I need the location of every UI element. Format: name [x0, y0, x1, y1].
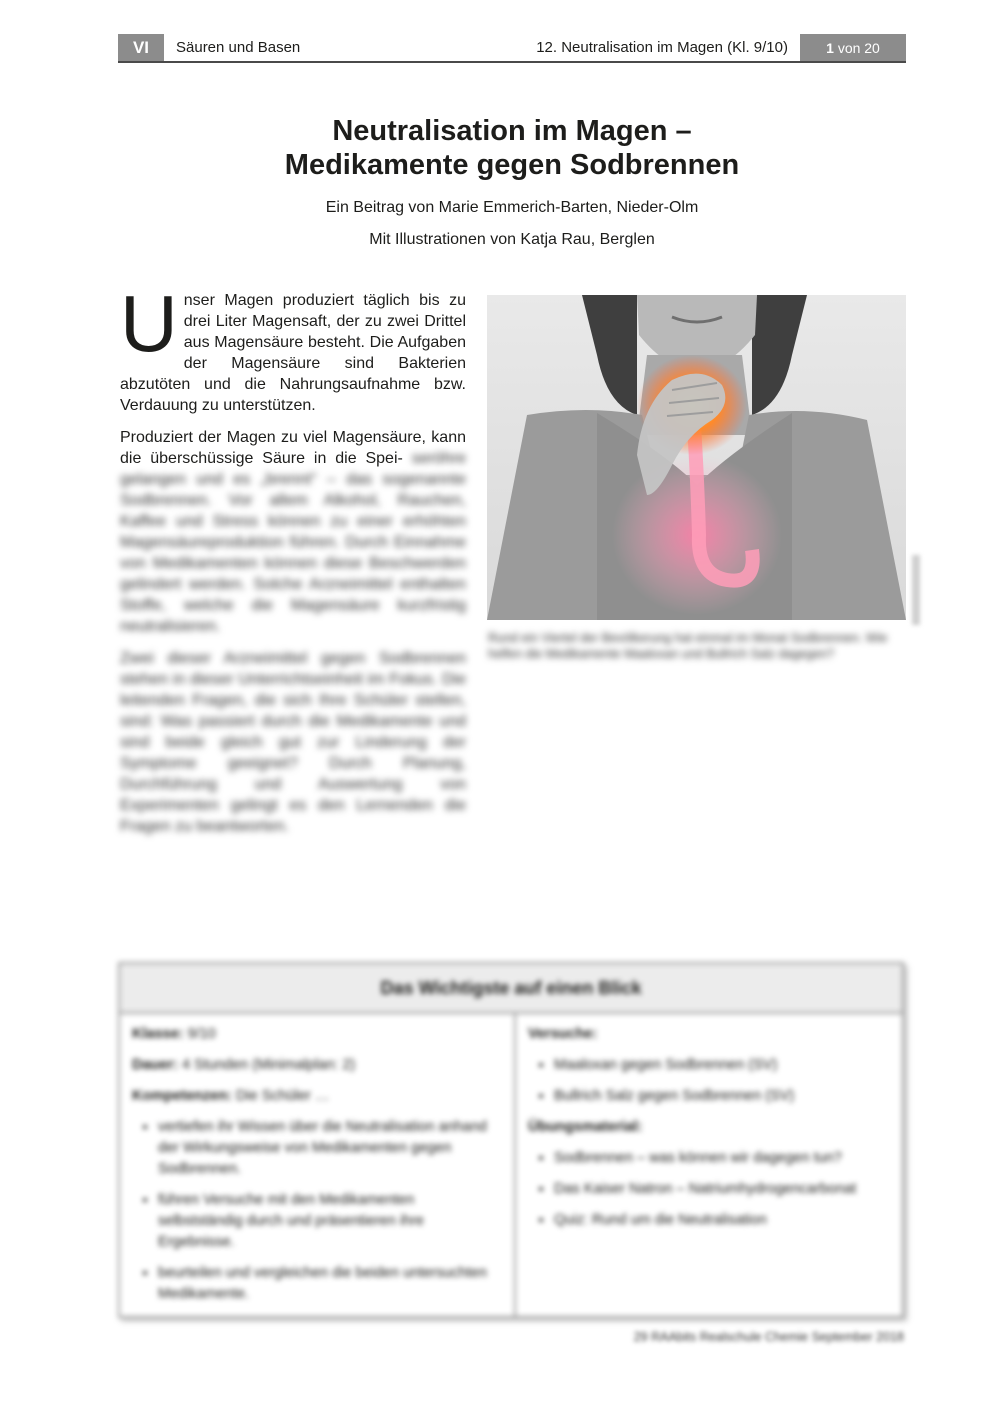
- kompetenzen-row: [132, 1086, 500, 1107]
- uebung-list: [528, 1148, 888, 1231]
- title-line-1: Neutralisation im Magen –: [332, 115, 692, 147]
- header-rule: [118, 61, 906, 63]
- unit-label: 12. Neutralisation im Magen (Kl. 9/10): [536, 39, 788, 56]
- photo-credit: [912, 555, 920, 625]
- intro-paragraph-1: [120, 279, 466, 416]
- summary-columns: [120, 1014, 902, 1316]
- dauer-row: [132, 1055, 500, 1076]
- intro-paragraph-2-blurred: seröhre gelangen und es „brennt“ – das sogenannte Sodbrennen. Vor allem Alkohol, Rauchen, Kaffee und Stress können zu einer erhöhten Magensäureproduktion führen. Durch Einnahme von Medikamenten können diese Beschwerden gelindert werden. Solche Arzneimittel enthalten Stoffe, welche die Magensäure kurzfristig neutralisieren.: [120, 450, 466, 635]
- intro-paragraph-2: [120, 427, 466, 637]
- kompetenzen-label: Kompetenzen:: [132, 1088, 232, 1104]
- page-indicator: [800, 34, 906, 62]
- summary-left-column: [132, 1024, 500, 1315]
- page-header: [118, 34, 906, 62]
- page-total: von 20: [837, 40, 880, 56]
- summary-box: [118, 962, 904, 1318]
- list-item: • Das Kaiser Natron – Natriumhydrogencarbonat: [554, 1179, 888, 1200]
- intro-paragraph-1-text: nser Magen produziert täglich bis zu drei Liter Magensaft, der zu zwei Drittel aus Magensäure besteht. Die Aufgaben der Magensäure sind Bakterien abzutöten und die Nahrungsaufnahme bzw. Verdauung zu unterstützen.: [120, 292, 466, 414]
- versuche-list: [528, 1055, 888, 1107]
- heartburn-photo: [487, 295, 906, 620]
- kompetenzen-value: Die Schüler …: [235, 1088, 330, 1104]
- photo-caption: Rund ein Viertel der Bevölkerung hat einmal im Monat Sodbrennen. Wie helfen die Medikamente Maaloxan und Bullrich Salz dagegen?: [488, 631, 888, 661]
- intro-text: [120, 279, 466, 848]
- summary-right-column: [528, 1024, 888, 1241]
- klasse-value: 9/10: [187, 1026, 216, 1042]
- list-item: • Sodbrennen – was können wir dagegen tun?: [554, 1148, 888, 1169]
- dauer-label: Dauer:: [132, 1057, 178, 1073]
- heartburn-illustration: [487, 295, 906, 620]
- klasse-label: Klasse:: [132, 1026, 184, 1042]
- klasse-row: [132, 1024, 500, 1045]
- list-item: • beurteilen und vergleichen die beiden untersuchten Medikamente.: [158, 1263, 500, 1305]
- intro-paragraph-2-visible: Produziert der Magen zu viel Magensäure, kann die überschüssige Säure in die Spei-: [120, 429, 466, 467]
- drop-cap: U: [120, 279, 178, 368]
- list-item: • Maaloxan gegen Sodbrennen (SV): [554, 1055, 888, 1076]
- kompetenzen-list: [132, 1117, 500, 1305]
- list-item: • führen Versuche mit den Medikamenten selbstständig durch und präsentieren ihre Ergebnisse.: [158, 1190, 500, 1253]
- chapter-badge: VI: [118, 34, 164, 62]
- uebung-label: Übungsmaterial:: [528, 1119, 643, 1135]
- page-footer: 29 RAAbits Realschule Chemie September 2018: [633, 1330, 904, 1344]
- author-line: Ein Beitrag von Marie Emmerich-Barten, Nieder-Olm: [325, 199, 699, 216]
- list-item: • vertiefen ihr Wissen über die Neutralisation anhand der Wirkungsweise von Medikamenten gegen Sodbrennen.: [158, 1117, 500, 1180]
- intro-paragraph-3: Zwei dieser Arzneimittel gegen Sodbrennen stehen in dieser Unterrichtseinheit im Fokus. Die leitenden Fragen, die sich Ihre Schüler stellen, sind: Was passiert durch die Medikamente und sind beide gleich gut zur Linderung der Symptome geeignet? Durch Planung, Durchführung und Auswertung von Experimenten gelingt es den Lernenden die Fragen zu beantworten.: [120, 650, 466, 835]
- title-line-2: Medikamente gegen Sodbrennen: [284, 149, 740, 181]
- versuche-label: Versuche:: [528, 1026, 598, 1042]
- list-item: • Quiz: Rund um die Neutralisation: [554, 1210, 888, 1231]
- summary-heading: Das Wichtigste auf einen Blick: [120, 964, 902, 1014]
- column-divider: [514, 1014, 516, 1316]
- illustrator-line: Mit Illustrationen von Katja Rau, Berglen: [369, 231, 655, 248]
- subject-label: Säuren und Basen: [176, 39, 301, 56]
- page-current: 1: [826, 40, 834, 56]
- dauer-value: 4 Stunden (Minimalplan: 2): [181, 1057, 356, 1073]
- page-title: [120, 114, 904, 182]
- list-item: • Bullrich Salz gegen Sodbrennen (SV): [554, 1086, 888, 1107]
